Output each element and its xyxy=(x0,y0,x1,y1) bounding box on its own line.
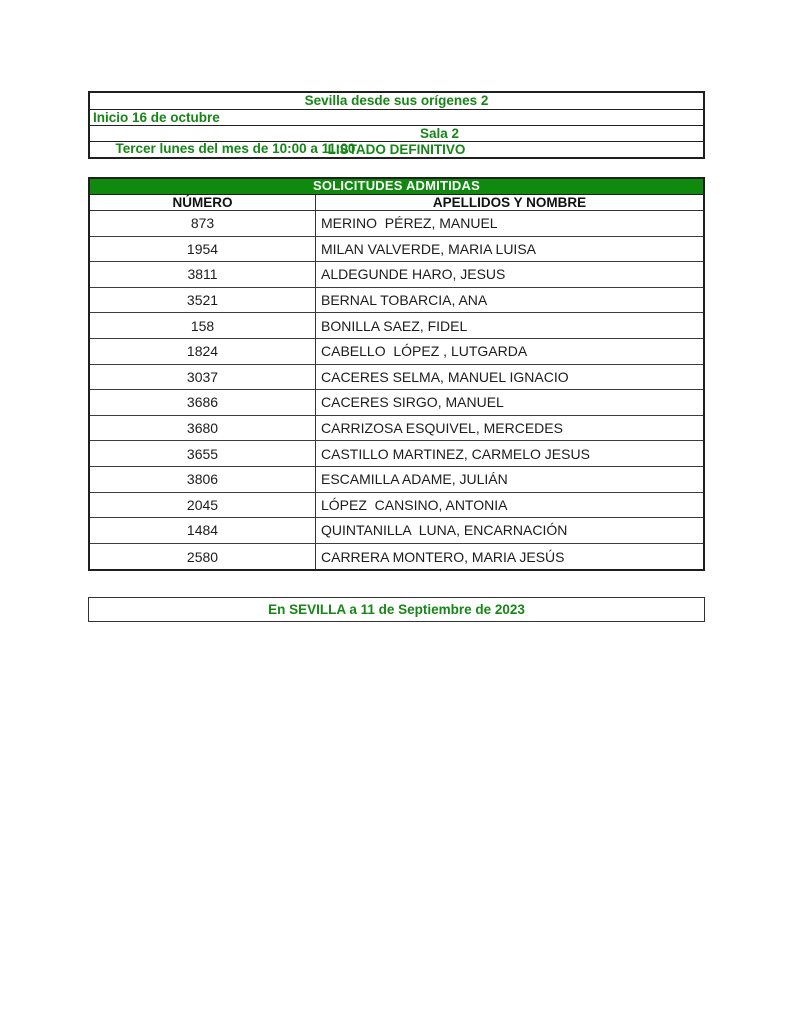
nombre-cell: CARRERA MONTERO, MARIA JESÚS xyxy=(321,548,565,565)
nombre-cell: ALDEGUNDE HARO, JESUS xyxy=(321,266,506,283)
table-row xyxy=(90,518,703,544)
room-text: Sala 2 xyxy=(420,126,460,141)
nombre-cell: MERINO PÉREZ, MANUEL xyxy=(321,215,498,232)
nombre-cell: ESCAMILLA ADAME, JULIÁN xyxy=(321,471,508,488)
numero-cell: 873 xyxy=(90,211,316,236)
nombre-cell: CACERES SIRGO, MANUEL xyxy=(321,394,504,411)
table-row xyxy=(90,237,703,263)
course-title: Sevilla desde sus orígenes 2 xyxy=(304,93,489,108)
numero-cell: 3037 xyxy=(90,365,316,390)
table-body xyxy=(90,211,703,569)
nombre-cell: CACERES SELMA, MANUEL IGNACIO xyxy=(321,368,569,385)
numero-cell: 1484 xyxy=(90,518,316,543)
section-title-bar: SOLICITUDES ADMITIDAS xyxy=(90,179,703,194)
table-row xyxy=(90,288,703,314)
nombre-cell: BERNAL TOBARCIA, ANA xyxy=(321,292,488,309)
table-row xyxy=(90,493,703,519)
start-date-line: Inicio 16 de octubre xyxy=(90,109,703,125)
numero-cell: 3806 xyxy=(90,467,316,492)
schedule-text: Tercer lunes del mes de 10:00 a 11:00 xyxy=(115,141,356,156)
admitted-table xyxy=(88,177,705,571)
numero-cell: 1824 xyxy=(90,339,316,364)
date-box: En SEVILLA a 11 de Septiembre de 2023 xyxy=(88,597,705,622)
nombre-cell: CARRIZOSA ESQUIVEL, MERCEDES xyxy=(321,420,563,437)
numero-cell: 3811 xyxy=(90,262,316,287)
nombre-cell: BONILLA SAEZ, FIDEL xyxy=(321,317,468,334)
table-row xyxy=(90,262,703,288)
nombre-cell: CASTILLO MARTINEZ, CARMELO JESUS xyxy=(321,445,590,462)
nombre-cell: LÓPEZ CANSINO, ANTONIA xyxy=(321,496,508,513)
table-row xyxy=(90,313,703,339)
numero-cell: 2580 xyxy=(90,544,316,570)
column-header-apellidos: APELLIDOS Y NOMBRE xyxy=(432,195,587,210)
table-header-row xyxy=(90,194,703,211)
table-row xyxy=(90,416,703,442)
nombre-cell: MILAN VALVERDE, MARIA LUISA xyxy=(321,240,536,257)
numero-cell: 3521 xyxy=(90,288,316,313)
column-header-numero: NÚMERO xyxy=(90,195,316,210)
numero-cell: 158 xyxy=(90,313,316,338)
numero-cell: 3686 xyxy=(90,390,316,415)
table-row xyxy=(90,467,703,493)
table-row xyxy=(90,211,703,237)
nombre-cell: QUINTANILLA LUNA, ENCARNACIÓN xyxy=(321,522,568,539)
table-row xyxy=(90,390,703,416)
nombre-cell: CABELLO LÓPEZ , LUTGARDA xyxy=(321,343,528,360)
numero-cell: 1954 xyxy=(90,237,316,262)
table-row xyxy=(90,365,703,391)
numero-cell: 2045 xyxy=(90,493,316,518)
numero-cell: 3680 xyxy=(90,416,316,441)
table-row xyxy=(90,544,703,570)
table-row xyxy=(90,441,703,467)
list-status: LISTADO DEFINITIVO xyxy=(90,141,703,157)
header-info-box xyxy=(88,91,705,159)
table-row xyxy=(90,339,703,365)
numero-cell: 3655 xyxy=(90,441,316,466)
